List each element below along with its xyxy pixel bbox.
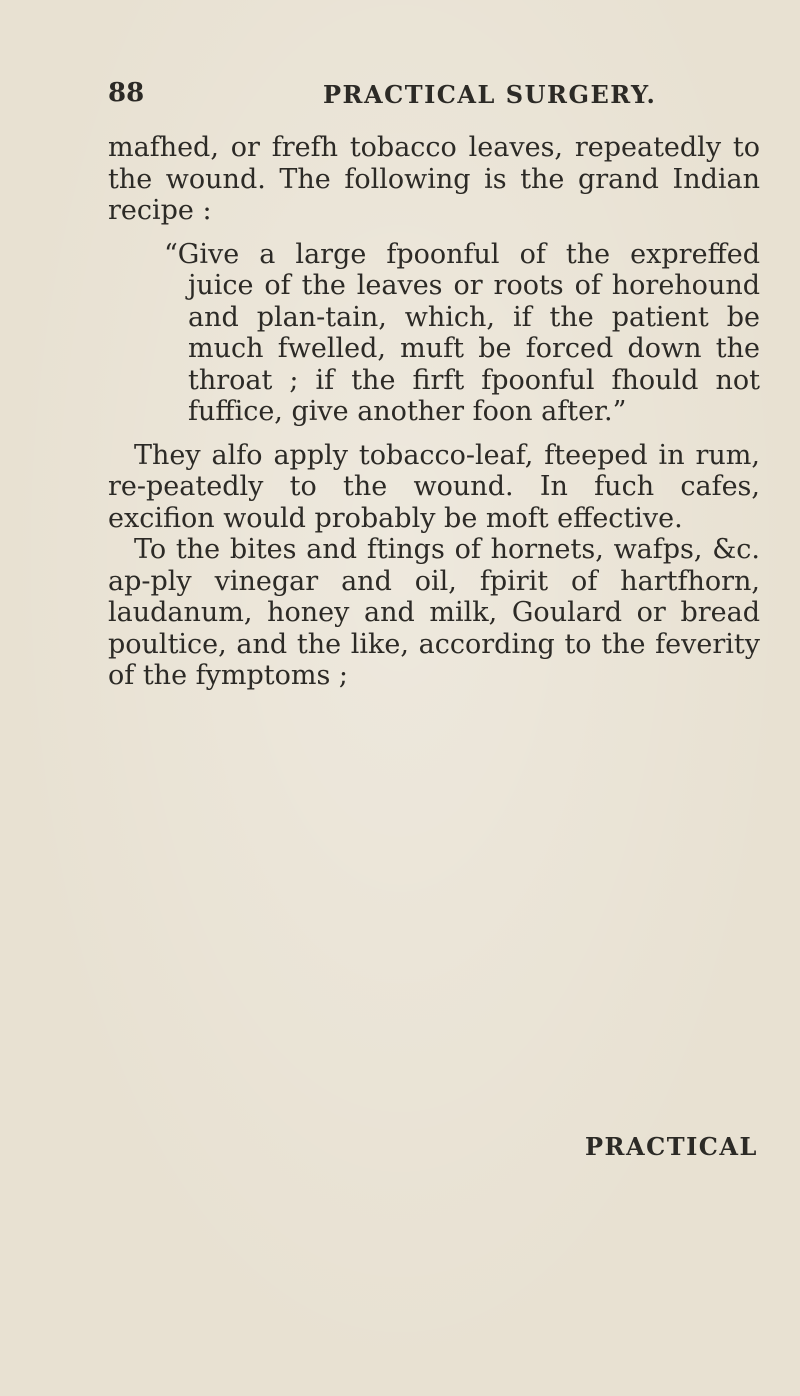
recipe-quote: “Give a large fpoonful of the expreffed juice of the leaves or roots of horehound and plan-tain, which, if the patient be much fwelled, muft be forced down the throat ; if the firft fpoonful fhould not fuffice, give another foon after.” <box>164 238 760 427</box>
paragraph-2: They alfo apply tobacco-leaf, fteeped in rum, re-peatedly to the wound. In fuch cafes, excifion would probably be moft effective. <box>108 439 760 534</box>
catchword: PRACTICAL <box>585 1132 758 1161</box>
running-head: PRACTICAL SURGERY. <box>323 80 657 109</box>
body-text <box>108 132 760 692</box>
paragraph-3: To the bites and ftings of hornets, wafps, &c. ap-ply vinegar and oil, fpirit of hartfhorn, laudanum, honey and milk, Goulard or bread poultice, and the like, according to the feverity of the fymptoms ; <box>108 534 760 691</box>
page-number: 88 <box>108 78 145 108</box>
paragraph-1: mafhed, or frefh tobacco leaves, repeatedly to the wound. The following is the grand Indian recipe : <box>108 132 760 226</box>
page-header <box>108 78 748 118</box>
